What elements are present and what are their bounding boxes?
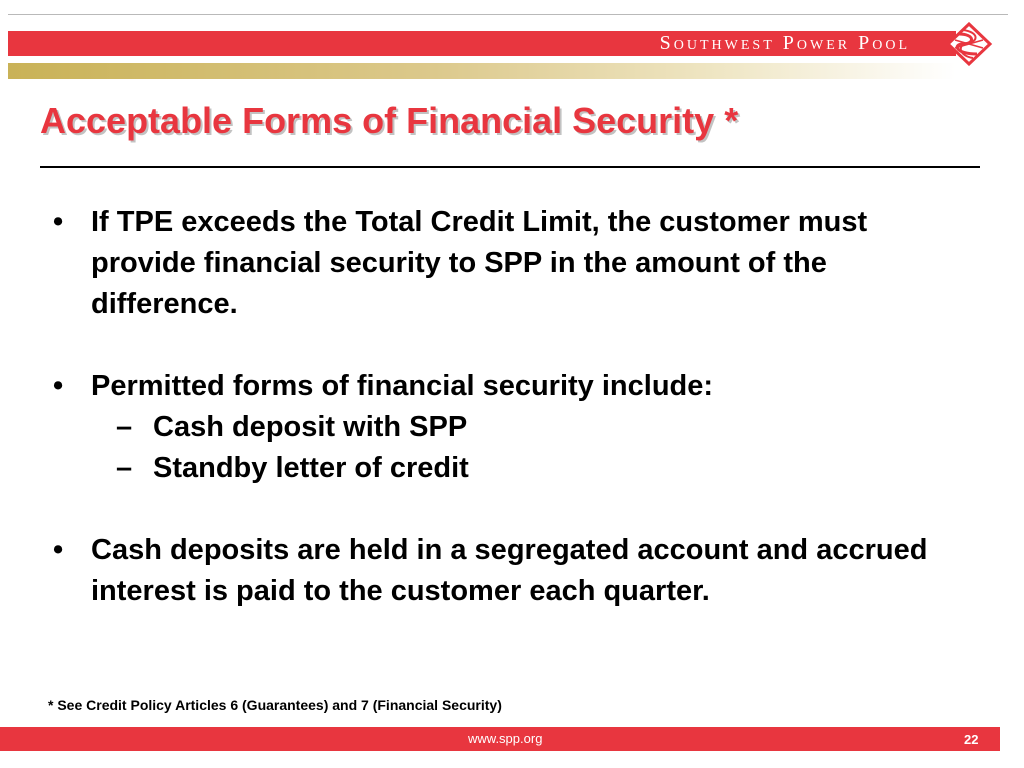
page-number: 22 [964,732,979,747]
title-underline [40,166,980,168]
sub-bullet-marker: – [116,452,133,484]
brand-bar [8,31,956,56]
gold-accent-bar [8,63,956,79]
footnote: * See Credit Policy Articles 6 (Guarantees) and 7 (Financial Security) [48,697,502,713]
slide-body [48,202,978,612]
bullet-text: Cash deposits are held in a segregated account and accrued interest is paid to the customer each quarter. [91,534,928,607]
top-divider [8,14,1008,15]
footer-url: www.spp.org [468,731,543,746]
bullet-text: If TPE exceeds the Total Credit Limit, the customer must provide financial security to SPP in the amount of the difference. [91,206,868,320]
sub-bullet-text: Cash deposit with SPP [153,411,468,443]
sub-bullet-marker: – [116,411,133,443]
sub-bullet-text: Standby letter of credit [153,452,469,484]
slide-title: Acceptable Forms of Financial Security * [40,100,739,141]
bullet-item [48,366,978,407]
sub-bullet-item [48,448,978,489]
bullet-marker: • [53,534,64,566]
brand-name: Southwest Power Pool [659,32,910,54]
bullet-item [48,202,978,325]
bullet-item [48,530,978,612]
bullet-text: Permitted forms of financial security include: [91,370,714,402]
spp-logo-icon [943,22,995,66]
bullet-marker: • [53,370,64,402]
footer-bar [0,727,1000,751]
sub-bullet-item [48,407,978,448]
bullet-marker: • [53,206,64,238]
